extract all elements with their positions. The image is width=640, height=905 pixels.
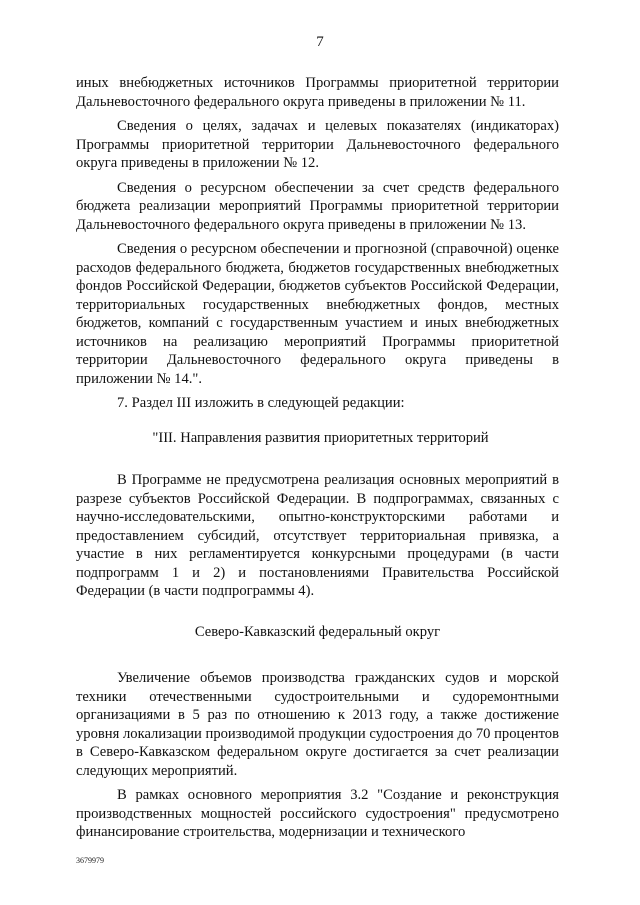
page-number: 7 <box>316 34 324 50</box>
section-heading: "III. Направления развития приоритетных территорий <box>152 429 489 446</box>
document-id: 3679979 <box>76 856 104 865</box>
paragraph-measure-3-2: В рамках основного мероприятия 3.2 "Создание и реконструкция производственных мощностей российского судостроения" предусмотрено финансирование строительства, модернизации и технического <box>76 787 559 840</box>
paragraph-appendix-12: Сведения о целях, задачах и целевых показателях (индикаторах) Программы приоритетной территории Дальневосточного федерального округа приведены в приложении № 12. <box>76 118 559 171</box>
subsection-heading: Северо-Кавказский федеральный округ <box>194 623 441 640</box>
paragraph-continuation: иных внебюджетных источников Программы приоритетной территории Дальневосточного федерального округа приведены в приложении № 11. <box>76 75 559 110</box>
paragraph-section-amendment: 7. Раздел III изложить в следующей редакции: <box>117 395 405 411</box>
paragraph-appendix-13: Сведения о ресурсном обеспечении за счет средств федерального бюджета реализации мероприятий Программы приоритетной территории Дальневосточного федерального округа приведены в приложении № 13. <box>76 179 559 233</box>
document-body <box>76 74 559 842</box>
paragraph-shipbuilding-goals: Увеличение объемов производства гражданских судов и морской техники отечественными судостроительными и судоремонтными организациями в 5 раз по отношению к 2013 году, а также достижение уровня локализации производимой продукции судостроения до 70 процентов в Северо-Кавказском федеральном округе достигается за счет реализации следующих мероприятий. <box>76 670 559 779</box>
paragraph-appendix-14: Сведения о ресурсном обеспечении и прогнозной (справочной) оценке расходов федерального бюджета, бюджетов государственных внебюджетных фондов Российской Федерации, бюджетов субъектов Российской Федерации, территориальных государственных внебюджетных фондов, местных бюджетов, компаний с государственным участием и иных внебюджетных источников на реализацию мероприятий Программы приоритетной территории Дальневосточного федерального округа приведены в приложении № 14.". <box>76 241 559 387</box>
paragraph-program-note: В Программе не предусмотрена реализация основных мероприятий в разрезе субъектов Российской Федерации. В подпрограммах, связанных с научно-исследовательскими, опытно-конструкторскими работами и предоставлением субсидий, отсутствует территориальная привязка, а участие в них регламентируется конкурсными процедурами (в части подпрограмм 1 и 2) и постановлениями Правительства Российской Федерации (в части подпрограммы 4). <box>76 472 559 599</box>
